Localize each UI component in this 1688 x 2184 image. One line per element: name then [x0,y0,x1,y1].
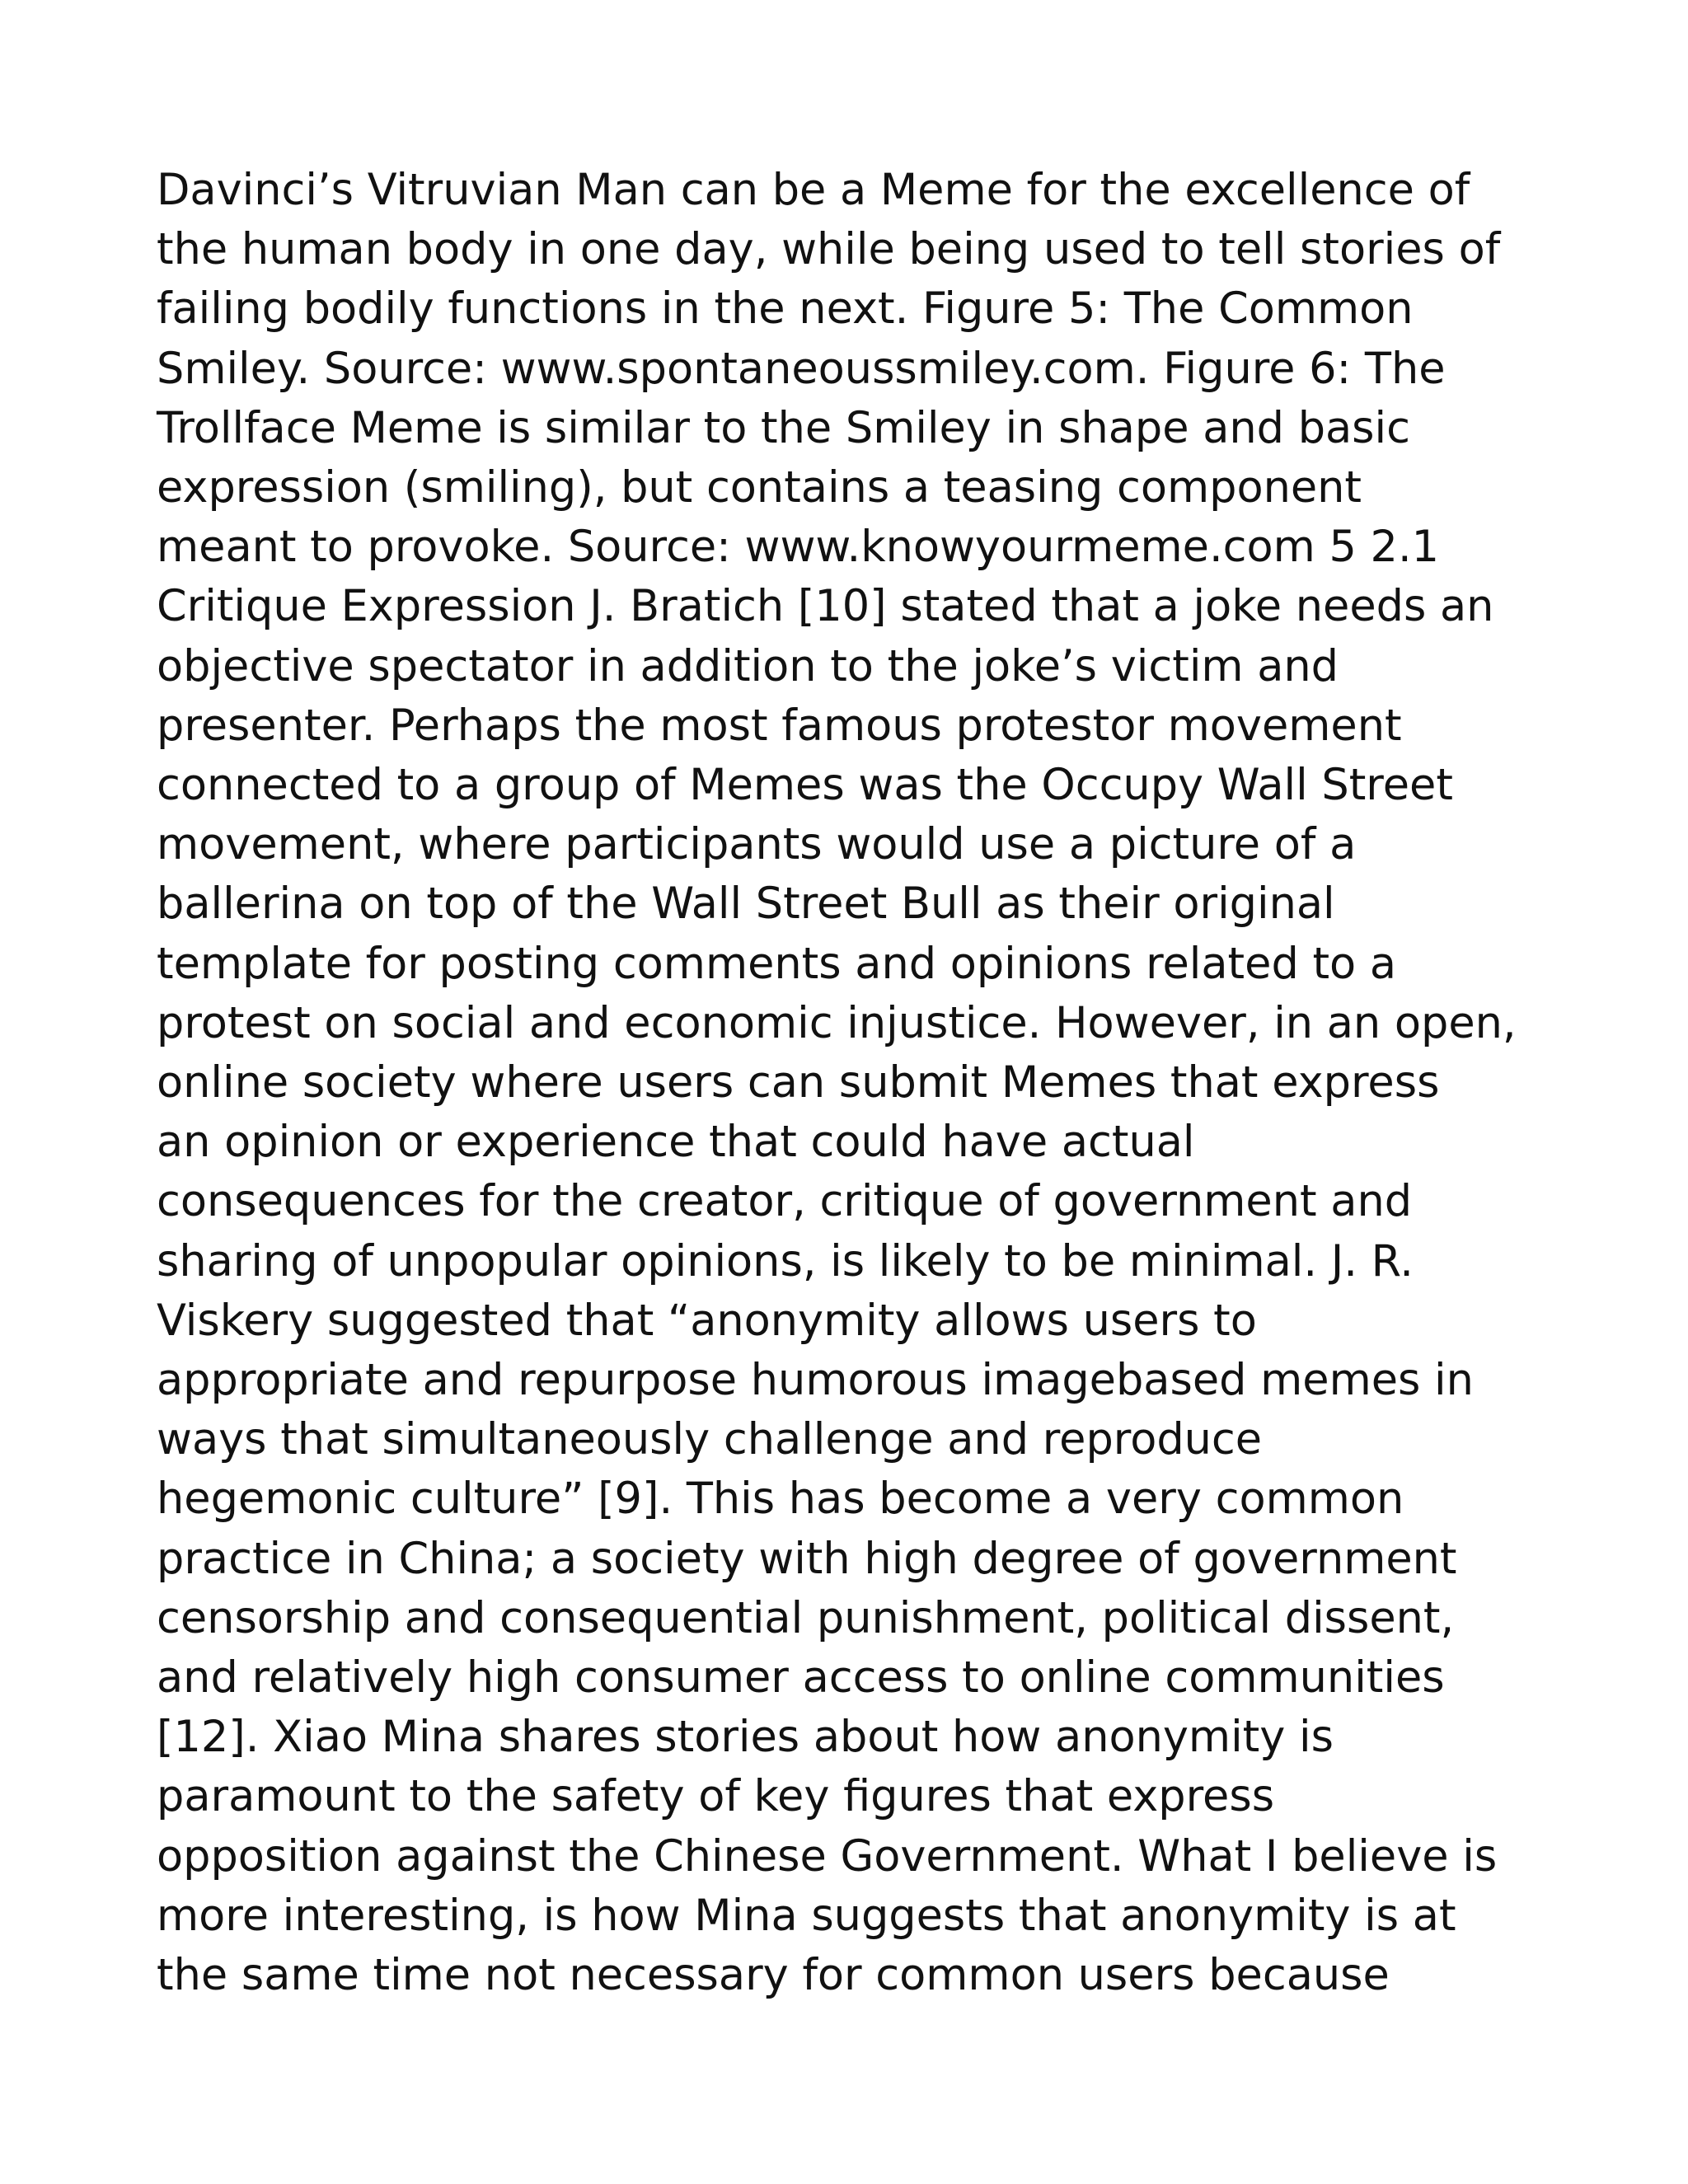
text-line: Critique Expression J. Bratich [10] stated that a joke needs an [157,581,1494,632]
text-line: protest on social and economic injustice. However, in an open, [157,997,1517,1048]
text-line: connected to a group of Memes was the Occupy Wall Street [157,760,1453,811]
text-line: Viskery suggested that “anonymity allows users to [157,1295,1257,1346]
text-line: online society where users can submit Memes that express [157,1057,1440,1108]
text-line: failing bodily functions in the next. Figure 5: The Common [157,284,1414,335]
text-line: movement, where participants would use a picture of a [157,819,1357,870]
text-line: sharing of unpopular opinions, is likely to be minimal. J. R. [157,1235,1414,1286]
text-line: practice in China; a society with high degree of government [157,1533,1457,1584]
text-line: an opinion or experience that could have actual [157,1117,1195,1168]
text-line: expression (smiling), but contains a teasing component [157,462,1362,513]
text-line: Smiley. Source: www.spontaneoussmiley.com. Figure 6: The [157,343,1446,394]
text-line: paramount to the safety of key figures that express [157,1771,1275,1822]
text-line: Trollface Meme is similar to the Smiley in shape and basic [157,402,1410,453]
text-line: censorship and consequential punishment, political dissent, [157,1592,1455,1643]
body-text [157,161,1558,2005]
text-line: appropriate and repurpose humorous imagebased memes in [157,1355,1474,1406]
text-line: consequences for the creator, critique of government and [157,1176,1413,1227]
text-line: presenter. Perhaps the most famous protestor movement [157,700,1402,751]
text-line: opposition against the Chinese Government. What I believe is [157,1830,1498,1882]
text-line: meant to provoke. Source: www.knowyourmeme.com 5 2.1 [157,522,1440,573]
text-line: template for posting comments and opinions related to a [157,938,1397,989]
text-line: the same time not necessary for common users because [157,1950,1390,2001]
text-line: ballerina on top of the Wall Street Bull as their original [157,879,1335,930]
text-line: hegemonic culture” [9]. This has become a very common [157,1474,1404,1525]
text-line: the human body in one day, while being used to tell stories of [157,224,1501,275]
text-line: ways that simultaneously challenge and reproduce [157,1414,1263,1465]
text-line: [12]. Xiao Mina shares stories about how anonymity is [157,1712,1334,1763]
text-line: and relatively high consumer access to online communities [157,1652,1445,1704]
text-line: more interesting, is how Mina suggests that anonymity is at [157,1890,1456,1941]
text-line: objective spectator in addition to the joke’s victim and [157,640,1339,691]
text-line: Davinci’s Vitruvian Man can be a Meme for the excellence of [157,165,1470,215]
